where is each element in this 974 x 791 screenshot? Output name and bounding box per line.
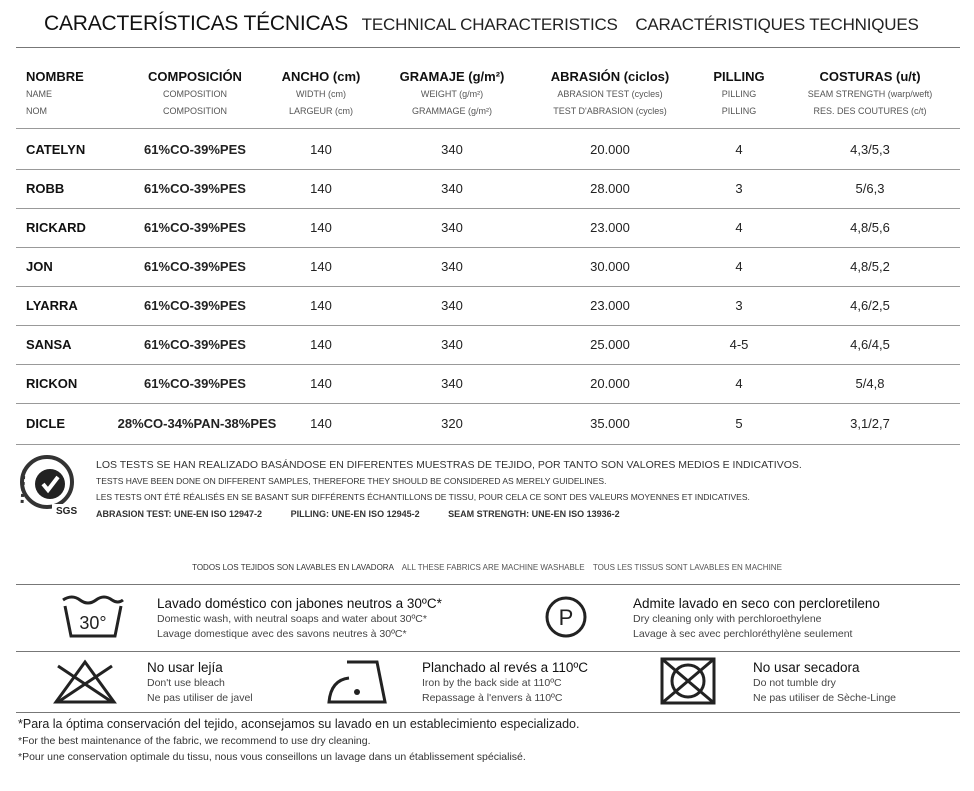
washable-en: ALL THESE FABRICS ARE MACHINE WASHABLE bbox=[401, 563, 585, 572]
test-notes bbox=[96, 457, 802, 522]
cell-name: SANSA bbox=[26, 337, 72, 352]
dry-clean-p-icon bbox=[543, 594, 589, 640]
title-divider bbox=[16, 47, 960, 48]
title-fr: CARACTÉRISTIQUES TECHNIQUES bbox=[635, 15, 919, 34]
cell-pilling: 4 bbox=[735, 220, 743, 235]
dry-clean-label: P bbox=[558, 605, 574, 630]
cell-pilling: 3 bbox=[735, 181, 743, 196]
cell-name: RICKARD bbox=[26, 220, 86, 235]
cell-composition: 61%CO-39%PES bbox=[144, 376, 246, 391]
table-row bbox=[16, 247, 960, 286]
cell-abrasion: 20.000 bbox=[590, 142, 630, 157]
column-header-weight: GRAMAJE (g/m²) WEIGHT (g/m²) GRAMMAGE (g/m²) bbox=[399, 69, 505, 116]
care-bottom-divider bbox=[16, 712, 960, 713]
cell-weight: 340 bbox=[441, 337, 463, 352]
table-row bbox=[16, 169, 960, 208]
cell-width: 140 bbox=[310, 416, 332, 431]
header-divider bbox=[16, 128, 960, 129]
column-header-name: NOMBRE NAME NOM bbox=[26, 69, 84, 116]
cell-composition: 28%CO-34%PAN-38%PES bbox=[117, 416, 277, 431]
cell-name: ROBB bbox=[26, 181, 65, 196]
cell-abrasion: 23.000 bbox=[590, 298, 630, 313]
cell-composition: 61%CO-39%PES bbox=[144, 181, 246, 196]
care-no-bleach-text: No usar lejía Don't use bleach Ne pas utiliser de javel bbox=[147, 660, 253, 704]
washable-es: TODOS LOS TEJIDOS SON LAVABLES EN LAVADORA bbox=[192, 563, 394, 572]
cell-weight: 340 bbox=[441, 376, 463, 391]
care-wash-text: Lavado doméstico con jabones neutros a 30ºC* Domestic wash, with neutral soaps and water about 30ºC* Lavage domestique avec des savons neutres à 30ºC* bbox=[157, 596, 442, 640]
wash-temp-label: 30° bbox=[79, 613, 107, 633]
table-row bbox=[16, 286, 960, 325]
column-header-seam-strength: COSTURAS (u/t) SEAM STRENGTH (warp/weft) RES. DES COUTURES (c/t) bbox=[807, 69, 933, 116]
care-dry-clean-text: Admite lavado en seco con percloretileno Dry cleaning only with perchloroethylene Lavage à sec avec perchloréthylène seulement bbox=[633, 596, 880, 640]
washable-notice bbox=[0, 563, 974, 572]
cell-seam-strength: 4,6/2,5 bbox=[850, 298, 890, 313]
title-en: TECHNICAL CHARACTERISTICS bbox=[361, 15, 618, 34]
cell-weight: 340 bbox=[441, 142, 463, 157]
footer-en: *For the best maintenance of the fabric, we recommend to use dry cleaning. bbox=[18, 735, 371, 747]
document-title bbox=[44, 12, 919, 36]
cell-composition: 61%CO-39%PES bbox=[144, 337, 246, 352]
no-bleach-icon bbox=[50, 658, 120, 706]
footer-es: *Para la óptima conservación del tejido, aconsejamos su lavado en un establecimiento especializado. bbox=[18, 717, 580, 731]
cell-composition: 61%CO-39%PES bbox=[144, 220, 246, 235]
cell-abrasion: 35.000 bbox=[590, 416, 630, 431]
care-top-divider bbox=[16, 584, 960, 585]
test-standards bbox=[96, 506, 802, 522]
cell-pilling: 4 bbox=[735, 376, 743, 391]
cell-name: DICLE bbox=[26, 416, 65, 431]
note-es: LOS TESTS SE HAN REALIZADO BASÁNDOSE EN DIFERENTES MUESTRAS DE TEJIDO, POR TANTO SON VALORES MEDIOS E INDICATIVOS. bbox=[96, 459, 802, 471]
table-row bbox=[16, 404, 960, 443]
cell-abrasion: 20.000 bbox=[590, 376, 630, 391]
care-middle-divider bbox=[16, 651, 960, 652]
standard-abrasion: ABRASION TEST: UNE-EN ISO 12947-2 bbox=[96, 509, 263, 519]
standard-seam: SEAM STRENGTH: UNE-EN ISO 13936-2 bbox=[448, 509, 620, 519]
standard-pilling: PILLING: UNE-EN ISO 12945-2 bbox=[290, 509, 420, 519]
table-bottom-divider bbox=[16, 444, 960, 445]
cell-abrasion: 30.000 bbox=[590, 259, 630, 274]
cell-weight: 340 bbox=[441, 220, 463, 235]
column-header-pilling: PILLING PILLING PILLING bbox=[713, 69, 765, 116]
cell-weight: 340 bbox=[441, 181, 463, 196]
table-row bbox=[16, 130, 960, 169]
title-es: CARACTERÍSTICAS TÉCNICAS bbox=[44, 12, 349, 35]
footer-fr: *Pour une conservation optimale du tissu, nous vous conseillons un lavage dans un établissement spécialisé. bbox=[18, 751, 526, 763]
cell-seam-strength: 5/4,8 bbox=[855, 376, 885, 391]
cell-weight: 340 bbox=[441, 259, 463, 274]
cell-name: JON bbox=[26, 259, 53, 274]
table-row bbox=[16, 208, 960, 247]
sgs-logo-text: SGS bbox=[56, 506, 78, 517]
care-no-tumble-dry-text: No usar secadora Do not tumble dry Ne pas utiliser de Sèche-Linge bbox=[753, 660, 897, 704]
column-header-width: ANCHO (cm) WIDTH (cm) LARGEUR (cm) bbox=[281, 69, 361, 116]
wash-30-icon bbox=[60, 594, 126, 640]
note-en: TESTS HAVE BEEN DONE ON DIFFERENT SAMPLES, THEREFORE THEY SHOULD BE CONSIDERED AS MERELY GUIDELINES. bbox=[96, 476, 607, 486]
cell-width: 140 bbox=[310, 337, 332, 352]
cell-pilling: 4 bbox=[735, 142, 743, 157]
washable-fr: TOUS LES TISSUS SONT LAVABLES EN MACHINE bbox=[592, 563, 782, 572]
cell-name: CATELYN bbox=[26, 142, 86, 157]
cell-width: 140 bbox=[310, 259, 332, 274]
cell-abrasion: 23.000 bbox=[590, 220, 630, 235]
cell-width: 140 bbox=[310, 220, 332, 235]
cell-name: RICKON bbox=[26, 376, 78, 391]
cell-seam-strength: 4,8/5,6 bbox=[850, 220, 890, 235]
cell-width: 140 bbox=[310, 142, 332, 157]
cell-weight: 320 bbox=[441, 416, 463, 431]
cell-width: 140 bbox=[310, 376, 332, 391]
column-header-abrasion: ABRASIÓN (ciclos) ABRASION TEST (cycles) TEST D'ABRASION (cycles) bbox=[550, 69, 670, 116]
cell-seam-strength: 5/6,3 bbox=[855, 181, 885, 196]
cell-seam-strength: 4,6/4,5 bbox=[850, 337, 890, 352]
no-tumble-dry-icon bbox=[658, 656, 718, 706]
cell-pilling: 5 bbox=[735, 416, 743, 431]
iron-icon bbox=[325, 656, 391, 708]
cell-seam-strength: 3,1/2,7 bbox=[850, 416, 890, 431]
cell-abrasion: 28.000 bbox=[590, 181, 630, 196]
table-row bbox=[16, 325, 960, 364]
footer-notes bbox=[18, 716, 579, 765]
cell-seam-strength: 4,3/5,3 bbox=[850, 142, 890, 157]
cell-abrasion: 25.000 bbox=[590, 337, 630, 352]
cell-pilling: 3 bbox=[735, 298, 743, 313]
note-fr: LES TESTS ONT ÉTÉ RÉALISÉS EN SE BASANT SUR DIFFÉRENTS ÉCHANTILLONS DE TISSU, POUR CELA CE SONT DES VALEURS MOYENNES ET INDICATIVES. bbox=[96, 492, 750, 502]
cell-pilling: 4 bbox=[735, 259, 743, 274]
cell-width: 140 bbox=[310, 298, 332, 313]
cell-weight: 340 bbox=[441, 298, 463, 313]
care-iron-text: Planchado al revés a 110ºC Iron by the back side at 110ºC Repassage à l'envers à 110ºC bbox=[422, 660, 589, 704]
cell-width: 140 bbox=[310, 181, 332, 196]
table-row bbox=[16, 364, 960, 403]
cell-composition: 61%CO-39%PES bbox=[144, 298, 246, 313]
column-header-composition: COMPOSICIÓN COMPOSITION COMPOSITION bbox=[148, 69, 242, 116]
sgs-certification-logo bbox=[14, 452, 90, 520]
cell-composition: 61%CO-39%PES bbox=[144, 142, 246, 157]
cell-seam-strength: 4,8/5,2 bbox=[850, 259, 890, 274]
cell-composition: 61%CO-39%PES bbox=[144, 259, 246, 274]
cell-pilling: 4-5 bbox=[729, 337, 749, 352]
cell-name: LYARRA bbox=[26, 298, 78, 313]
